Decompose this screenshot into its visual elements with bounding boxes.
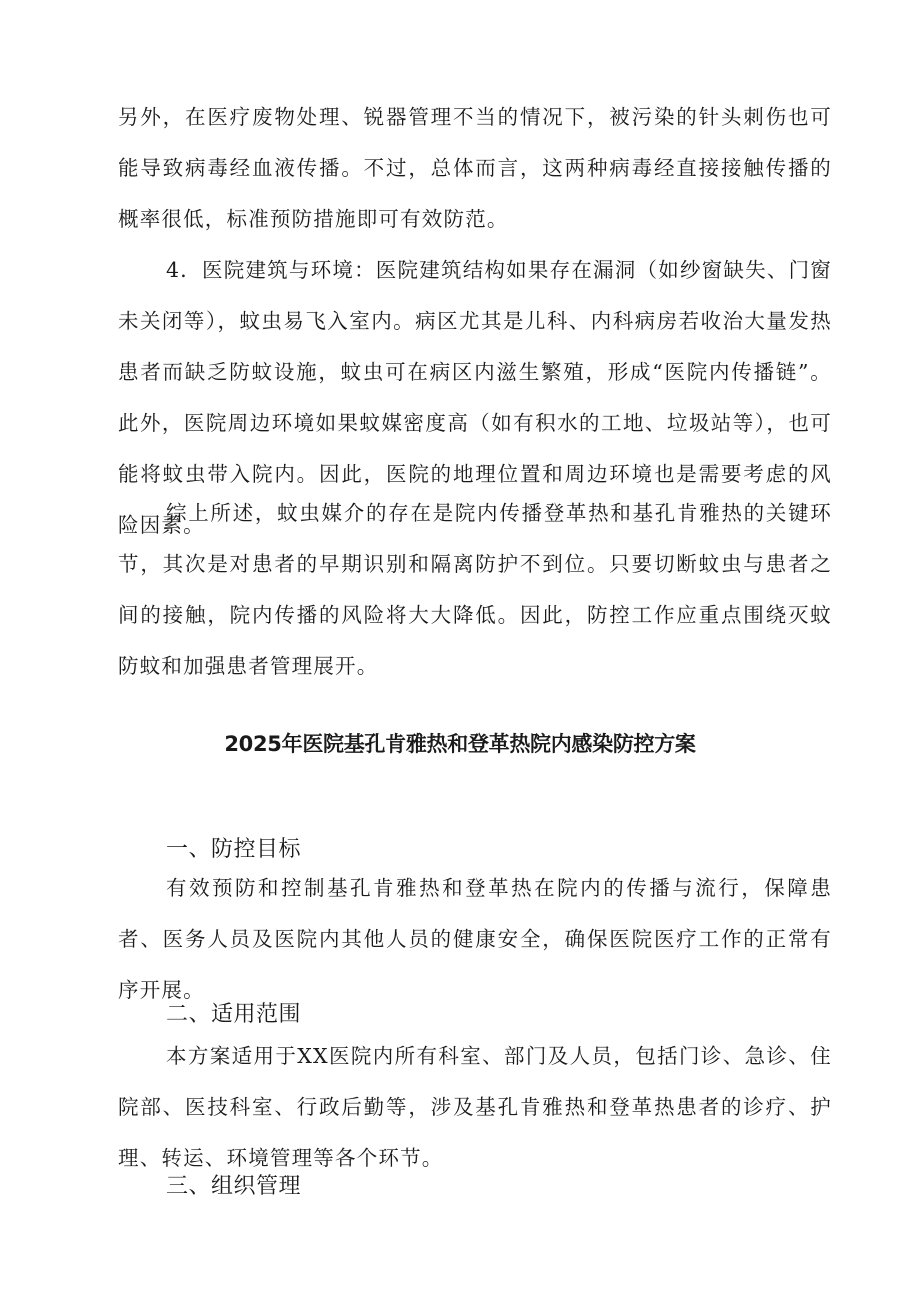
document-title: 2025年医院基孔肯雅热和登革热院内感染防控方案 (224, 732, 696, 756)
body-paragraph-block-1 (118, 92, 832, 245)
section-heading-scope: 二、适用范围 (166, 1002, 302, 1027)
body-paragraph-block-3 (118, 488, 832, 692)
section-heading-goals: 一、防控目标 (166, 837, 302, 862)
section-body-scope: 本方案适用于XX医院内所有科室、部门及人员，包括门诊、急诊、住院部、医技科室、行政后勤等，涉及基孔肯雅热和登革热患者的诊疗、护理、转运、环境管理等各个环节。 (118, 1044, 832, 1170)
paragraph-summary: 综上所述，蚊虫媒介的存在是院内传播登革热和基孔肯雅热的关键环节，其次是对患者的早期识别和隔离防护不到位。只要切断蚊虫与患者之间的接触，院内传播的风险将大大降低。因此，防控工作应重点围绕灭蚊防蚊和加强患者管理展开。 (118, 501, 832, 678)
section-body-goals-block (118, 863, 832, 1016)
section-heading-organization: 三、组织管理 (166, 1174, 302, 1199)
section-body-goals: 有效预防和控制基孔肯雅热和登革热在院内的传播与流行，保障患者、医务人员及医院内其他人员的健康安全，确保医院医疗工作的正常有序开展。 (118, 876, 832, 1002)
paragraph-hospital-building: 4．医院建筑与环境：医院建筑结构如果存在漏洞（如纱窗缺失、门窗未关闭等），蚊虫易飞入室内。病区尤其是儿科、内科病房若收治大量发热患者而缺乏防蚊设施，蚊虫可在病区内滋生繁殖，形成“医院内传播链”。此外，医院周边环境如果蚊媒密度高（如有积水的工地、垃圾站等），也可能将蚊虫带入院内。因此，医院的地理位置和周边环境也是需要考虑的风险因素。 (118, 258, 832, 537)
paragraph-medical-waste: 另外，在医疗废物处理、锐器管理不当的情况下，被污染的针头刺伤也可能导致病毒经血液传播。不过，总体而言，这两种病毒经直接接触传播的概率很低，标准预防措施即可有效防范。 (118, 105, 832, 231)
section-body-scope-block (118, 1031, 832, 1184)
